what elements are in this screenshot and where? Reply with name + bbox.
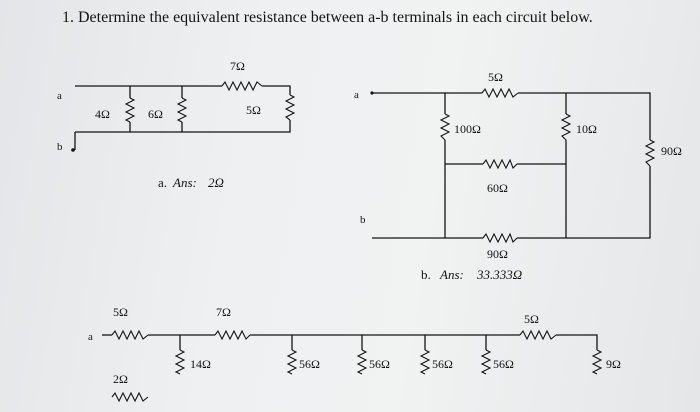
circuit-c-label-56ohm-3: 56Ω	[432, 357, 453, 371]
circuit-a-terminal-b: b	[57, 141, 63, 153]
circuit-a-resistor-4ohm	[126, 98, 134, 122]
circuit-c-terminal-a: a	[88, 331, 93, 343]
circuit-b-label-90ohm-right: 90Ω	[661, 144, 682, 158]
circuit-a-resistor-6ohm	[178, 98, 186, 122]
circuit-b-label-100ohm: 100Ω	[454, 122, 481, 136]
circuit-b-answer-value: 33.333Ω	[477, 267, 523, 282]
circuit-c-label-7ohm: 7Ω	[216, 305, 231, 319]
circuit-a-label-6ohm: 6Ω	[148, 107, 163, 121]
circuit-c-wire-to-9ohm	[556, 335, 597, 350]
problem-title: 1. Determine the equivalent resistance between a-b terminals in each circuit below.	[62, 9, 593, 26]
circuit-c-resistor-56ohm-1	[288, 350, 296, 374]
circuit-c-resistor-9ohm	[593, 350, 601, 374]
circuit-c-wire-node-2	[292, 335, 362, 350]
circuit-a-label-5ohm: 5Ω	[246, 103, 261, 117]
circuit-a-answer-label: Ans:	[173, 175, 197, 190]
circuit-b-label-90ohm-bottom: 90Ω	[487, 247, 508, 261]
circuit-c-resistor-7ohm	[215, 331, 250, 339]
circuit-a-label-4ohm: 4Ω	[95, 107, 110, 121]
circuit-b-bottom-wire-right	[517, 166, 650, 238]
circuit-a-terminal-a: a	[57, 90, 62, 102]
circuit-a-answer-value: 2Ω	[208, 175, 224, 190]
circuit-b-terminal-b: b	[360, 214, 366, 226]
circuit-b	[354, 70, 682, 282]
circuit-b-label-5ohm: 5Ω	[488, 70, 503, 84]
circuit-c-resistor-56ohm-4	[482, 350, 490, 374]
circuit-c-label-56ohm-4: 56Ω	[493, 357, 514, 371]
circuit-a-resistor-5ohm	[286, 95, 294, 120]
circuit-b-resistor-60ohm	[483, 160, 517, 168]
circuit-b-resistor-10ohm	[562, 114, 570, 140]
circuit-c-label-2ohm: 2Ω	[113, 372, 128, 386]
circuit-a-answer-prefix: a.	[158, 175, 168, 190]
circuit-a-top-wire-right	[262, 86, 290, 95]
circuit-a	[57, 59, 294, 190]
circuit-b-resistor-5ohm	[482, 89, 518, 97]
circuit-c-label-5ohm-left: 5Ω	[113, 305, 128, 319]
circuit-c-label-56ohm-2: 56Ω	[369, 357, 390, 371]
circuit-c	[88, 305, 621, 401]
circuit-b-answer-label: Ans:	[440, 267, 464, 282]
circuit-b-resistor-90ohm-right	[646, 140, 654, 166]
circuit-c-resistor-56ohm-2	[358, 350, 366, 374]
circuit-c-resistor-5ohm-left	[112, 331, 148, 339]
circuit-b-answer-prefix: b.	[421, 267, 431, 282]
circuit-b-label-10ohm: 10Ω	[576, 122, 597, 136]
circuit-b-terminal-a: a	[354, 89, 359, 101]
circuit-c-wire-node-3	[362, 335, 425, 350]
circuit-b-resistor-90ohm-bottom	[483, 234, 517, 242]
circuit-c-resistor-2ohm	[112, 393, 148, 401]
circuit-a-terminal-b-node	[71, 148, 75, 152]
circuit-a-resistor-7ohm	[222, 82, 262, 90]
circuit-c-label-9ohm: 9Ω	[606, 357, 621, 371]
circuit-c-resistor-56ohm-3	[421, 350, 429, 374]
circuit-c-label-5ohm-right: 5Ω	[524, 312, 539, 326]
circuit-b-resistor-100ohm	[441, 114, 449, 140]
circuit-c-resistor-5ohm-right	[520, 331, 556, 339]
circuit-c-wire-node-4	[425, 335, 486, 350]
circuit-b-label-60ohm: 60Ω	[487, 181, 508, 195]
circuit-c-label-56ohm-1: 56Ω	[299, 357, 320, 371]
circuit-b-a-to-left-column	[372, 93, 445, 114]
circuit-a-label-7ohm: 7Ω	[230, 59, 245, 73]
circuit-c-label-14ohm: 14Ω	[190, 357, 211, 371]
circuit-c-resistor-14ohm	[176, 350, 184, 374]
